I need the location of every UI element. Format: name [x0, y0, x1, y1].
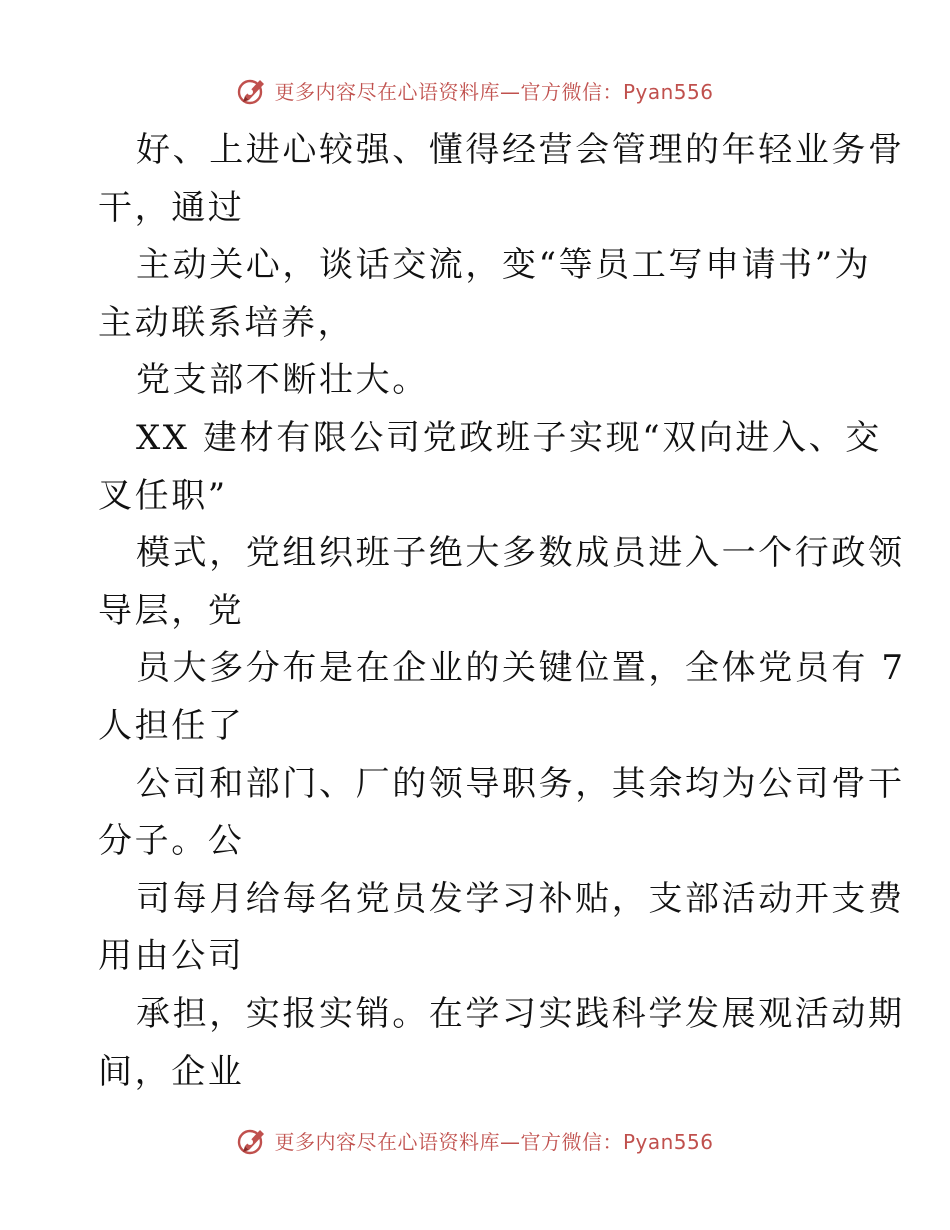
body-line: 导层，党	[98, 590, 245, 631]
header-watermark	[0, 70, 950, 110]
pen-logo-icon	[236, 74, 268, 106]
body-line: 叉任职”	[98, 475, 228, 516]
body-line: 承担，实报实销。在学习实践科学发展观活动期	[136, 993, 905, 1034]
body-line: 员大多分布是在企业的关键位置，全体党员有 7	[136, 648, 906, 689]
body-line: 好、上进心较强、懂得经营会管理的年轻业务骨	[136, 130, 905, 170]
body-line: 分子。公	[98, 821, 245, 862]
body-line: 干，通过	[98, 187, 245, 228]
body-line: 司每月给每名党员发学习补贴，支部活动开支费	[136, 878, 905, 919]
watermark-text: 更多内容尽在心语资料库—官方微信：Pyan556	[274, 79, 714, 104]
body-line: 公司和部门、厂的领导职务，其余均为公司骨干	[136, 763, 905, 804]
footer-watermark	[0, 1120, 950, 1160]
watermark-text: 更多内容尽在心语资料库—官方微信：Pyan556	[274, 1129, 714, 1154]
body-line: 用由公司	[98, 936, 245, 977]
body-line: 主动关心，谈话交流，变“等员工写申请书”为	[136, 245, 872, 286]
body-line: 党支部不断壮大。	[136, 360, 429, 401]
body-line: XX 建材有限公司党政班子实现“双向进入、交	[136, 417, 882, 458]
pen-logo-icon	[236, 1124, 268, 1156]
body-line: 模式，党组织班子绝大多数成员进入一个行政领	[136, 533, 905, 574]
body-line: 间，企业	[98, 1051, 245, 1092]
body-line: 人担任了	[98, 705, 245, 746]
document-body	[98, 122, 906, 1101]
body-line: 主动联系培养，	[98, 302, 355, 343]
